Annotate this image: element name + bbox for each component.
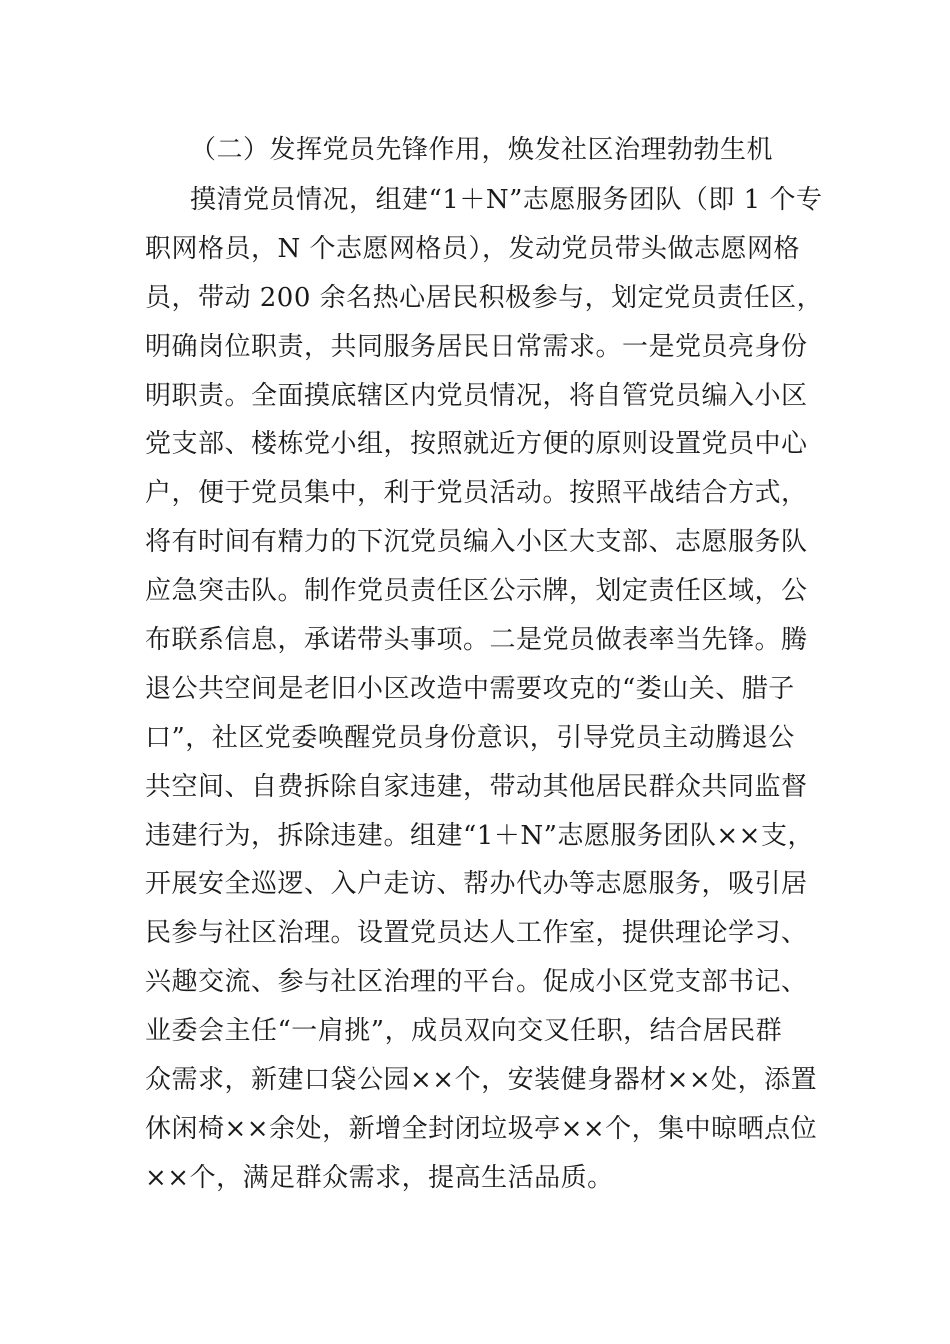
paragraph-line: 口”，社区党委唤醒党员身份意识，引导党员主动腾退公 — [145, 722, 795, 753]
section-heading: （二）发挥党员先锋作用，焕发社区治理勃勃生机 — [190, 135, 774, 165]
paragraph-line: 兴趣交流、参与社区治理的平台。促成小区党支部书记、 — [145, 967, 808, 998]
paragraph-line: 业委会主任“一肩挑”，成员双向交叉任职，结合居民群 — [145, 1016, 783, 1047]
paragraph-line: 开展安全巡逻、入户走访、帮办代办等志愿服务，吸引居 — [145, 869, 808, 900]
paragraph-line: 员，带动 200 余名热心居民积极参与，划定党员责任区， — [145, 282, 824, 313]
paragraph-line: 违建行为，拆除违建。组建“1＋N”志愿服务团队××支， — [145, 820, 814, 851]
paragraph-line: 退公共空间是老旧小区改造中需要攻克的“娄山关、腊子 — [145, 673, 795, 704]
body-paragraph — [145, 176, 824, 1203]
paragraph-line: 众需求，新建口袋公园××个，安装健身器材××处，添置 — [145, 1065, 818, 1096]
paragraph-line: ××个，满足群众需求，提高生活品质。 — [145, 1162, 614, 1193]
paragraph-line: 党支部、楼栋党小组，按照就近方便的原则设置党员中心 — [145, 429, 808, 460]
paragraph-line: 应急突击队。制作党员责任区公示牌，划定责任区域，公 — [145, 576, 808, 607]
paragraph-line: 明确岗位职责，共同服务居民日常需求。一是党员亮身份 — [145, 331, 808, 362]
paragraph-line: 摸清党员情况，组建“1＋N”志愿服务团队（即 1 个专 — [190, 185, 823, 215]
paragraph-line: 明职责。全面摸底辖区内党员情况，将自管党员编入小区 — [145, 380, 808, 411]
paragraph-line: 休闲椅××余处，新增全封闭垃圾亭××个，集中晾晒点位 — [145, 1113, 818, 1144]
paragraph-line: 布联系信息，承诺带头事项。二是党员做表率当先锋。腾 — [145, 625, 808, 656]
paragraph-line: 户，便于党员集中，利于党员活动。按照平战结合方式， — [145, 478, 808, 509]
paragraph-line: 将有时间有精力的下沉党员编入小区大支部、志愿服务队 — [145, 527, 808, 558]
paragraph-line: 职网格员，N 个志愿网格员），发动党员带头做志愿网格 — [145, 233, 801, 264]
paragraph-line: 共空间、自费拆除自家违建，带动其他居民群众共同监督 — [145, 771, 808, 802]
paragraph-line: 民参与社区治理。设置党员达人工作室，提供理论学习、 — [145, 918, 808, 949]
